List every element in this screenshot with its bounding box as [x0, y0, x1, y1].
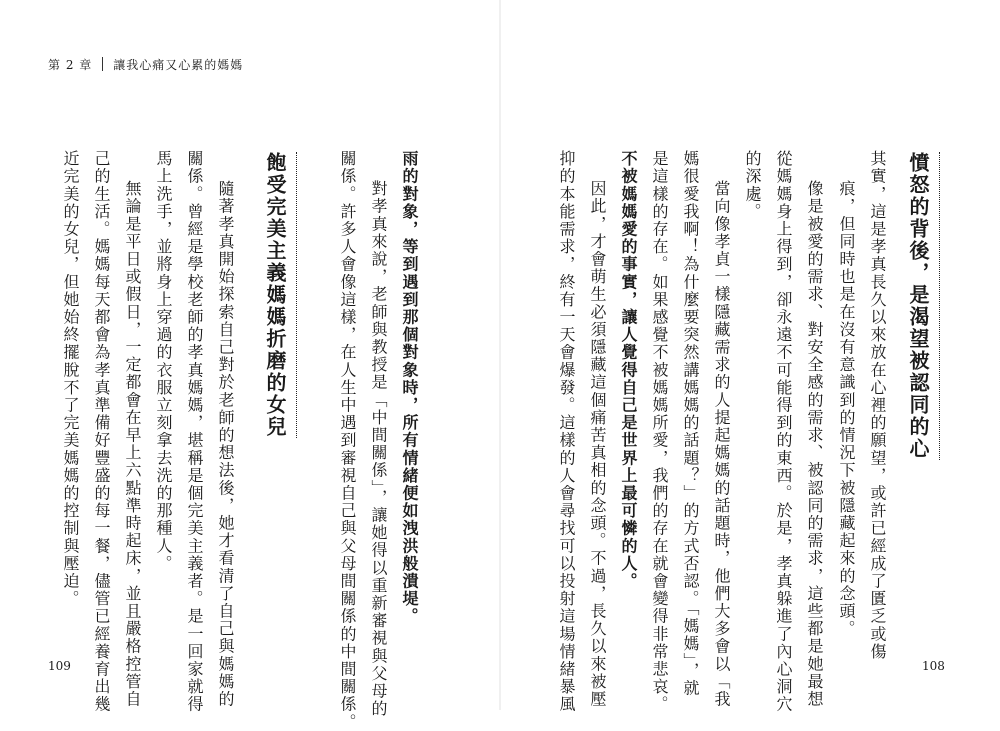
running-header — [48, 56, 243, 72]
text-column: 近完美的女兒，但她始終擺脫不了完美媽媽的控制與壓迫。 — [61, 150, 80, 608]
text-column: 抑的本能需求，終有一天會爆發。這樣的人會尋找可以投射這場情緒暴風 — [557, 150, 576, 714]
text-column: 己的生活。媽媽每天都會為孝真準備好豐盛的每一餐，儘管已經養育出幾 — [92, 150, 111, 714]
page-number-right: 108 — [922, 659, 945, 673]
text-column-bold: 雨的對象，等到遇到那個對象時，所有情緒便如洩洪般潰堤。 — [400, 150, 419, 626]
text-column: 因此，才會萌生必須隱藏這個痛苦真相的念頭。不過，長久以來被壓 — [588, 180, 607, 708]
text-column: 的深處。 — [743, 150, 762, 221]
text-column: 對孝真來說，老師與教授是「中間關係」，讓她得以重新審視與父母的 — [369, 180, 388, 718]
text-column: 是這樣的存在。如果感覺不被媽媽所愛，我們的存在就會變得非常悲哀。 — [650, 150, 669, 714]
text-column: 像是被愛的需求、對安全感的需求、被認同的需求，這些都是她最想 — [805, 180, 824, 708]
header-divider — [102, 57, 103, 71]
section-heading-right: 憤怒的背後，是渴望被認同的心 — [905, 152, 940, 460]
text-column: 從媽媽身上得到，卻永遠不可能得到的東西。於是，孝真躲進了內心洞穴 — [774, 150, 793, 714]
text-column-bold: 不被媽媽愛的事實，讓人覺得自己是世界上最可憐的人。 — [619, 150, 638, 590]
text-column: 關係。許多人會像這樣，在人生中遇到審視自己與父母間關係的中間關係。 — [338, 150, 357, 731]
text-column: 無論是平日或假日，一定都會在早上六點準時起床，並且嚴格控管自 — [123, 180, 142, 708]
text-column: 痕，但同時也是在沒有意識到的情況下被隱藏起來的念頭。 — [837, 180, 856, 638]
chapter-title: 讓我心痛又心累的媽媽 — [113, 57, 244, 72]
chapter-label: 第 2 章 — [48, 57, 93, 72]
page-gutter — [499, 0, 501, 710]
text-column: 媽很愛我啊！為什麼要突然講媽媽的話題？」的方式否認。「媽媽」，就 — [681, 150, 700, 698]
section-heading-left: 飽受完美主義媽媽折磨的女兒 — [262, 152, 297, 438]
text-column: 馬上洗手，並將身上穿過的衣服立刻拿去洗的那種人。 — [154, 150, 173, 573]
text-column: 當向像孝貞一樣隱藏需求的人提起媽媽的話題時，他們大多會以「我 — [712, 180, 731, 708]
text-column: 關係。曾經是學校老師的孝真媽媽，堪稱是個完美主義者。是一回家就得 — [185, 150, 204, 714]
text-column: 其實，這是孝真長久以來放在心裡的願望，或許已經成了匱乏或傷 — [868, 150, 887, 661]
page-number-left: 109 — [48, 659, 71, 673]
text-column: 隨著孝真開始探索自己對於老師的想法後，她才看清了自己與媽媽的 — [216, 180, 235, 708]
